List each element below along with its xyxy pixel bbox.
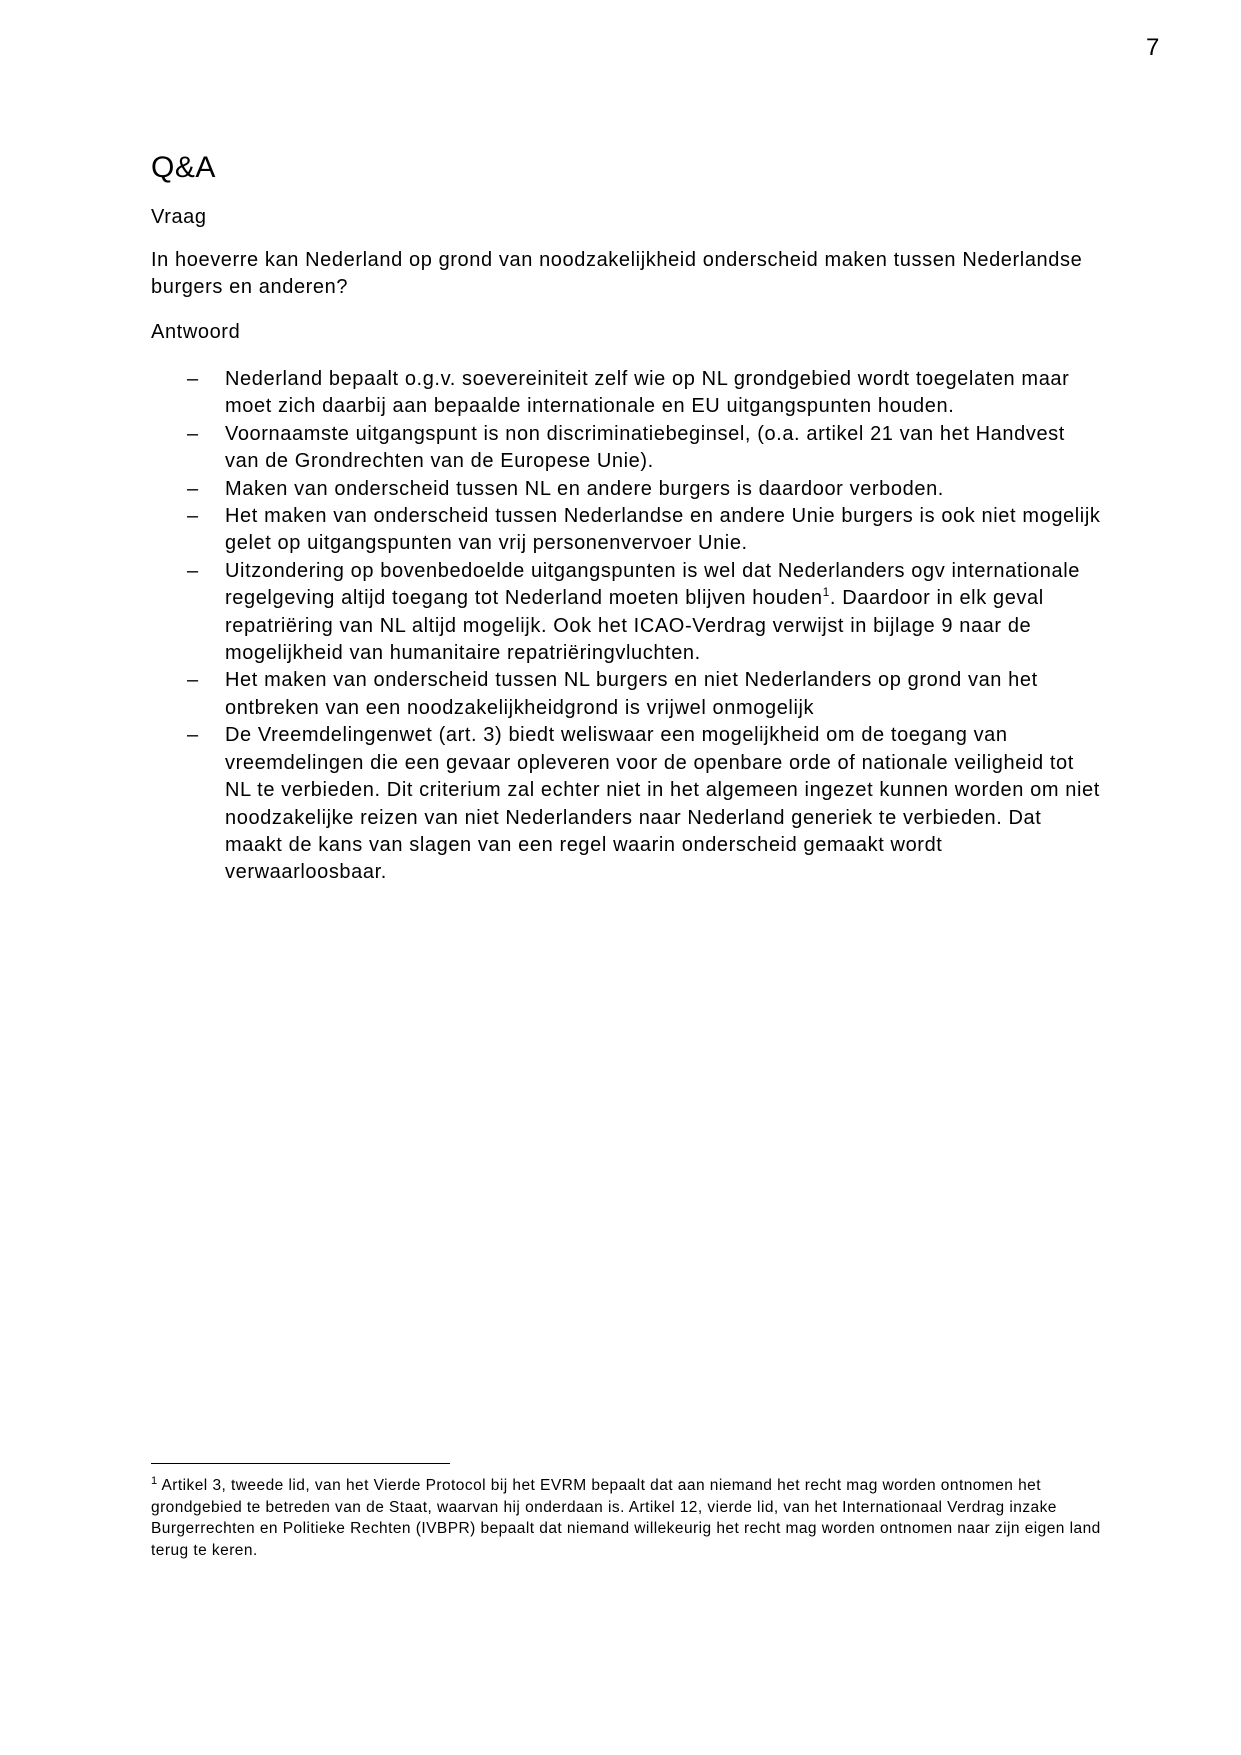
list-item-text: Het maken van onderscheid tussen NL burgers en niet Nederlanders op grond van het ontbreken van een noodzakelijkheidgrond is vrijwel onmogelijk xyxy=(225,669,1038,719)
question-text: In hoeverre kan Nederland op grond van noodzakelijkheid onderscheid maken tussen Nederlandse burgers en anderen? xyxy=(151,249,1083,298)
dash-bullet-icon: – xyxy=(187,559,199,582)
question-label: Vraag xyxy=(151,206,207,228)
dash-bullet-icon: – xyxy=(187,368,199,390)
list-item xyxy=(151,421,1101,476)
list-item-text: Maken van onderscheid tussen NL en andere burgers is daardoor verboden. xyxy=(225,477,944,500)
list-item-text: Voornaamste uitgangspunt is non discriminatiebeginsel, (o.a. artikel 21 van het Handvest van de Grondrechten van de Europese Unie). xyxy=(225,422,1065,473)
dash-bullet-icon: – xyxy=(187,477,199,500)
list-item xyxy=(151,476,1101,503)
dash-bullet-icon: – xyxy=(187,724,199,747)
dash-bullet-icon: – xyxy=(187,422,199,445)
list-item xyxy=(151,366,1101,421)
list-item-text: Het maken van onderscheid tussen Nederlandse en andere Unie burgers is ook niet mogelijk gelet op uitgangspunten van vrij personenvervoer Unie. xyxy=(225,505,1101,555)
list-item-text: Uitzondering op bovenbedoelde uitgangspunten is wel dat Nederlanders ogv internationale regelgeving altijd toegang tot Nederland moeten blijven houden xyxy=(225,559,1080,610)
list-item xyxy=(151,503,1101,558)
answer-list xyxy=(151,366,1101,887)
answer-label: Antwoord xyxy=(151,321,241,343)
list-item-text: Nederland bepaalt o.g.v. soevereiniteit zelf wie op NL grondgebied wordt toegelaten maar moet zich daarbij aan bepaalde internationale en EU uitgangspunten houden. xyxy=(225,368,1070,418)
footnote-text: Artikel 3, tweede lid, van het Vierde Protocol bij het EVRM bepaalt dat aan niemand het recht mag worden ontnomen het grondgebied te betreden van de Staat, waarvan hij onderdaan is. Artikel 12, vierde lid, van het Internationaal Verdrag inzake Burgerrechten en Politieke Rechten (IVBPR) bepaalt dat niemand willekeurig het recht mag worden ontnomen naar zijn eigen land terug te keren. xyxy=(151,1477,1101,1559)
footnote-reference-link[interactable]: 1 xyxy=(822,585,830,600)
page-number: 7 xyxy=(1146,34,1160,61)
list-item-text-continued: . Daardoor in elk geval repatriëring van NL altijd mogelijk. Ook het ICAO-Verdrag verwijst in bijlage 9 naar de mogelijkheid van humanitaire repatriëringvluchten. xyxy=(225,587,1044,665)
dash-bullet-icon: – xyxy=(187,669,199,692)
dash-bullet-icon: – xyxy=(187,505,199,528)
list-item xyxy=(151,558,1101,668)
list-item-text: De Vreemdelingenwet (art. 3) biedt weliswaar een mogelijkheid om de toegang van vreemdelingen die een gevaar opleveren voor de openbare orde of nationale veiligheid tot NL te verbieden. Dit criterium zal echter niet in het algemeen ingezet kunnen worden om niet noodzakelijke reizen van niet Nederlanders naar Nederland generiek te verbieden. Dat maakt de kans van slagen van een regel waarin onderscheid gemaakt wordt verwaarloosbaar. xyxy=(225,724,1100,884)
footnote xyxy=(151,1475,1101,1561)
list-item xyxy=(151,667,1101,722)
document-body xyxy=(151,150,1101,887)
footnote-number: 1 xyxy=(151,1475,158,1487)
page-title: Q&A xyxy=(151,151,216,184)
footnote-separator xyxy=(151,1463,450,1464)
list-item xyxy=(151,722,1101,886)
